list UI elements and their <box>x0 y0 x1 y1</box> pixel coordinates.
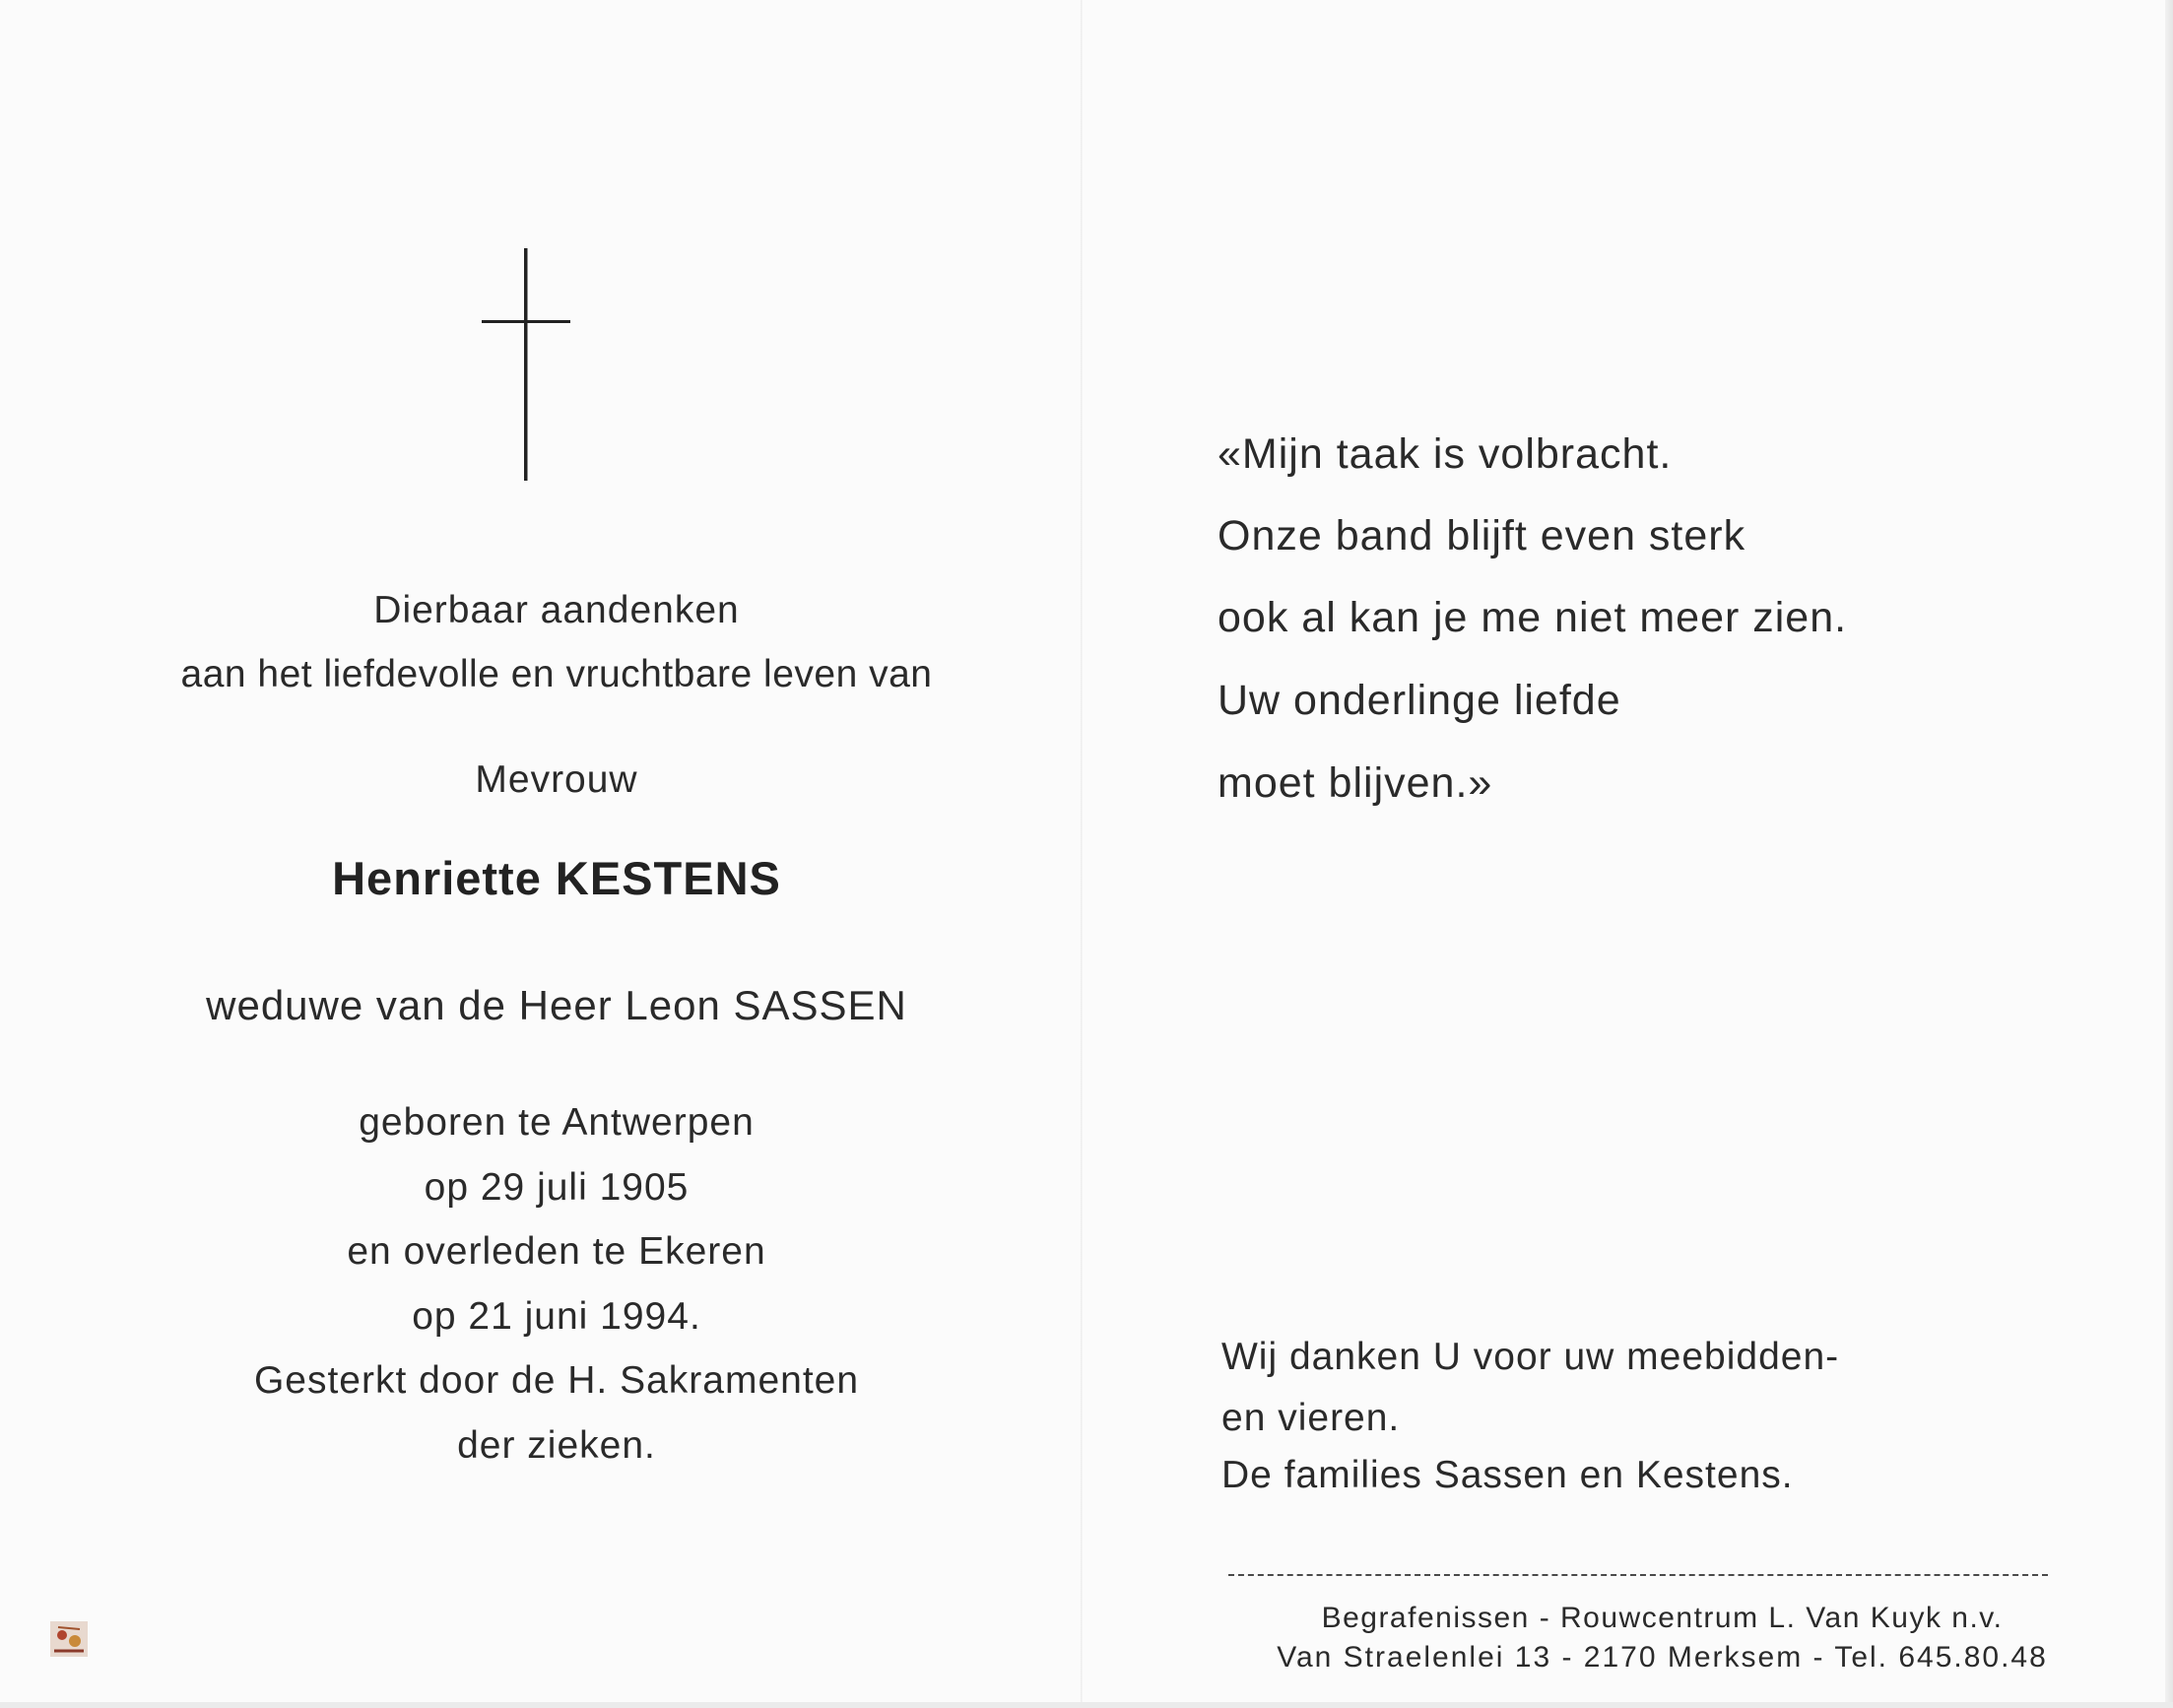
funeral-home-name: Begrafenissen - Rouwcentrum L. Van Kuyk n.v. <box>1321 1602 2004 1634</box>
stamp-icon <box>50 1621 88 1657</box>
poem-line-3: ook al kan je me niet meer zien. <box>1218 594 1848 641</box>
poem-line-2: Onze band blijft even sterk <box>1218 512 1746 559</box>
families-signature: De families Sassen en Kestens. <box>1221 1454 1794 1496</box>
thanks-line-2: en vieren. <box>1221 1397 1401 1439</box>
widow-of: weduwe van de Heer Leon SASSEN <box>206 982 907 1028</box>
sacrament-line-2: der zieken. <box>457 1424 656 1467</box>
deceased-name: Henriette KESTENS <box>332 852 781 904</box>
title-mevrouw: Mevrouw <box>475 758 638 801</box>
death-date: op 21 juni 1994. <box>412 1295 701 1338</box>
poem-line-4: Uw onderlinge liefde <box>1218 677 1621 724</box>
poem-line-1: «Mijn taak is volbracht. <box>1218 430 1673 478</box>
death-place: en overleden te Ekeren <box>347 1230 766 1273</box>
cross-icon <box>482 248 570 481</box>
heading-line-1: Dierbaar aandenken <box>373 589 740 631</box>
thanks-line-1: Wij danken U voor uw meebidden- <box>1221 1336 1840 1378</box>
card-edge-right <box>2165 0 2173 1708</box>
heading-line-2: aan het liefdevolle en vruchtbare leven van <box>180 653 933 695</box>
birth-date: op 29 juli 1905 <box>424 1166 690 1209</box>
funeral-home-address: Van Straelenlei 13 - 2170 Merksem - Tel. 645.80.48 <box>1277 1641 2048 1674</box>
left-panel <box>0 0 1081 1708</box>
birth-place: geboren te Antwerpen <box>359 1101 755 1144</box>
sacrament-line-1: Gesterkt door de H. Sakramenten <box>253 1359 860 1402</box>
poem-line-5: moet blijven.» <box>1218 759 1493 807</box>
footer-divider <box>1228 1574 2048 1576</box>
